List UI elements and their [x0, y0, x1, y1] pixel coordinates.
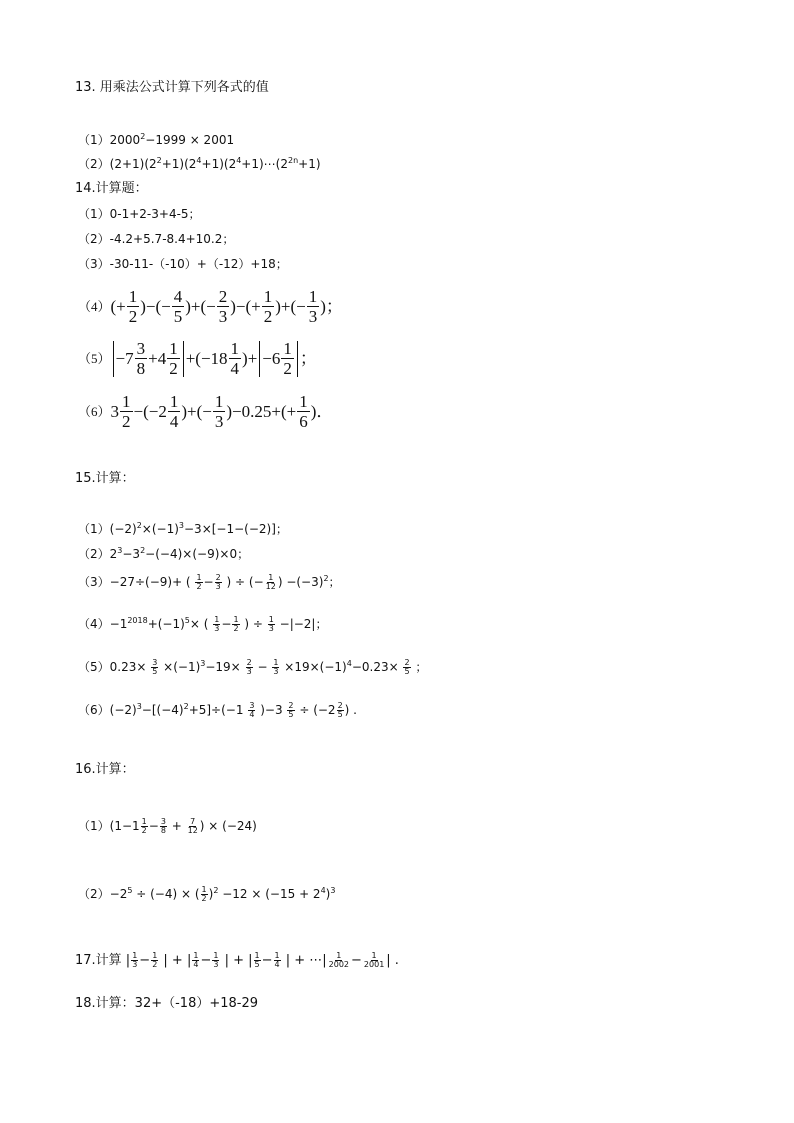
math-text: +5]÷(−1 — [188, 703, 248, 717]
fraction — [131, 952, 138, 969]
q15-title: 15.计算： — [75, 471, 135, 486]
math-text: 1 — [336, 951, 342, 960]
math-text: （6） — [78, 403, 111, 419]
math-text: 1 — [169, 339, 178, 358]
math-text: 3 — [214, 412, 224, 431]
fraction — [281, 339, 294, 378]
math-text: 4 — [230, 359, 240, 378]
fraction — [248, 702, 255, 719]
math-text: +1)(2 — [201, 157, 237, 171]
math-text: ÷ (−4) × ( — [132, 887, 200, 901]
math-text: )−(− — [140, 296, 171, 316]
math-text: (+ — [110, 296, 126, 316]
q16-title: 16.计算： — [75, 762, 135, 777]
fraction — [151, 952, 158, 969]
q16-part1 — [78, 818, 257, 835]
math-text: 1 — [268, 615, 274, 624]
math-text: 1 — [371, 951, 377, 960]
superscript: 2n — [287, 156, 299, 165]
q14-part2: （2）-4.2+5.7-8.4+10.2； — [78, 232, 235, 246]
fraction — [127, 287, 140, 326]
math-text: −[(−4) — [141, 703, 184, 717]
math-text: 1 — [193, 951, 199, 960]
math-text: 1 — [254, 951, 260, 960]
math-text: 5 — [404, 667, 410, 676]
q14-part3: （3）-30-11-（-10）+（-12）+18； — [78, 257, 288, 271]
math-text: 1 — [213, 951, 219, 960]
fraction — [151, 659, 158, 676]
math-text: 2001 — [363, 960, 385, 969]
q13-part2 — [78, 156, 321, 172]
math-text: 1 — [214, 392, 224, 411]
math-text: ×(−1) — [163, 660, 201, 674]
math-text: 3 — [132, 960, 138, 969]
math-text: （5） — [78, 350, 111, 366]
superscript: 4 — [196, 156, 202, 165]
fraction — [120, 392, 133, 431]
math-text: − — [221, 617, 232, 631]
q14-part6 — [78, 392, 333, 431]
math-text: （6）(−2) — [78, 703, 137, 717]
math-text: −0.23× — [351, 660, 403, 674]
math-text: − — [261, 953, 273, 968]
abs-bar — [297, 341, 298, 377]
math-text: 1 — [273, 658, 279, 667]
math-text: 1 — [132, 951, 138, 960]
math-text: 2 — [122, 412, 131, 431]
math-text: 2 — [128, 307, 138, 326]
math-text: 2 — [201, 894, 207, 903]
fraction — [167, 339, 180, 378]
fraction — [297, 392, 310, 431]
fraction — [195, 574, 202, 591]
q13-part1 — [78, 132, 234, 148]
math-text: 5 — [173, 307, 183, 326]
math-text: +(−1) — [147, 617, 185, 631]
superscript: 2 — [156, 156, 162, 165]
fraction — [262, 287, 275, 326]
math-text: （1）(−2) — [78, 522, 137, 536]
math-text: 3 — [215, 582, 221, 591]
math-text: 5 — [152, 667, 158, 676]
math-text: 3 — [308, 307, 318, 326]
math-text: | + | — [163, 953, 192, 968]
q17 — [75, 952, 399, 969]
q15-part3 — [78, 574, 341, 591]
math-text: （4）−1 — [78, 617, 128, 631]
abs-bar — [183, 341, 184, 377]
math-text: −(−2 — [133, 401, 167, 421]
q14-part5 — [78, 339, 317, 378]
fraction — [287, 702, 294, 719]
math-text: ÷ (−2 — [299, 703, 336, 717]
math-text: 4 — [274, 960, 280, 969]
math-text: − — [200, 953, 212, 968]
math-text: 2 — [404, 658, 410, 667]
fraction — [246, 659, 253, 676]
fraction — [254, 952, 261, 969]
superscript: 4 — [346, 659, 352, 668]
fraction — [201, 886, 208, 903]
math-text: 3 — [214, 624, 220, 633]
math-text: −6 — [262, 348, 281, 368]
math-text: 2002 — [328, 960, 350, 969]
math-text: 5 — [288, 710, 294, 719]
math-text: ) . — [344, 703, 357, 717]
math-text: − — [203, 575, 214, 589]
fraction — [172, 287, 185, 326]
math-text: )； — [320, 296, 343, 316]
math-text: )−0.25+(+ — [226, 401, 297, 421]
math-text: | . — [386, 953, 399, 968]
fraction — [337, 702, 344, 719]
fraction — [168, 392, 181, 431]
superscript: 2018 — [127, 616, 148, 625]
superscript: 2 — [140, 132, 146, 141]
abs-bar — [113, 341, 114, 377]
math-text: 3 — [110, 401, 120, 421]
abs-bar — [259, 341, 260, 377]
fraction — [217, 287, 230, 326]
math-text: 1 — [230, 339, 240, 358]
math-text: 4 — [169, 412, 179, 431]
fraction — [363, 952, 385, 969]
math-text: 2 — [218, 287, 228, 306]
math-text: −7 — [115, 348, 134, 368]
math-text: ； — [328, 575, 341, 589]
q15-part5 — [78, 659, 427, 676]
math-text: ) — [325, 887, 331, 901]
fraction — [160, 818, 167, 835]
math-text: +1)(2 — [161, 157, 197, 171]
math-text: ； — [299, 348, 317, 368]
math-text: )+ — [242, 348, 258, 368]
math-text: − — [148, 819, 159, 833]
fraction — [212, 952, 219, 969]
math-text: | + | — [224, 953, 253, 968]
math-text: 1 — [283, 339, 292, 358]
math-text: 4 — [249, 710, 255, 719]
math-text: −(−4)×(−9)×0； — [145, 547, 250, 561]
superscript: 4 — [320, 886, 326, 895]
math-text: 4 — [193, 960, 199, 969]
q15-part1 — [78, 521, 288, 537]
math-text: 3 — [136, 339, 146, 358]
math-text: 2 — [215, 573, 221, 582]
math-text: )−3 — [256, 703, 287, 717]
math-text: （2）(2+1)(2 — [78, 157, 157, 171]
fraction — [187, 818, 199, 835]
fraction — [213, 392, 226, 431]
math-text: 1 — [214, 615, 220, 624]
math-text: 2 — [169, 359, 178, 378]
math-text: − — [139, 953, 151, 968]
fraction — [272, 659, 279, 676]
math-text: 3 — [213, 960, 219, 969]
superscript: 2 — [323, 574, 329, 583]
math-text: 1 — [308, 287, 318, 306]
math-text: 8 — [136, 359, 146, 378]
fraction — [268, 616, 275, 633]
math-text: −3 — [122, 547, 141, 561]
math-text: 12 — [265, 582, 276, 591]
math-text: + — [171, 819, 186, 833]
fraction — [135, 339, 148, 378]
math-text: 3 — [218, 307, 228, 326]
math-text: )． — [310, 401, 334, 421]
math-text: 2 — [246, 658, 252, 667]
superscript: 5 — [127, 886, 133, 895]
q14-part4 — [78, 287, 343, 326]
math-text: ×(−1) — [141, 522, 179, 536]
superscript: 3 — [330, 886, 336, 895]
math-text: 1 — [169, 392, 179, 411]
fraction — [328, 952, 350, 969]
fraction — [307, 287, 320, 326]
math-text: −3×[−1−(−2)]； — [184, 522, 288, 536]
math-text: +4 — [148, 348, 167, 368]
math-text: )+(− — [275, 296, 306, 316]
fraction — [274, 952, 281, 969]
math-text: 3 — [249, 701, 255, 710]
math-text: 2 — [337, 701, 343, 710]
math-text: 3 — [273, 667, 279, 676]
math-text: 1 — [299, 392, 308, 411]
math-text: （2）−2 — [78, 887, 128, 901]
math-text: | + ⋯| — [285, 953, 327, 968]
math-text: ) ÷ (− — [226, 575, 264, 589]
math-text: 1 — [141, 817, 147, 826]
math-text: 5 — [337, 710, 343, 719]
math-text: 6 — [299, 412, 308, 431]
q15-part2 — [78, 546, 249, 562]
math-text: （5）0.23× — [78, 660, 151, 674]
math-text: 5 — [254, 960, 260, 969]
superscript: 2 — [213, 886, 219, 895]
math-text: （2）2 — [78, 547, 118, 561]
math-text: ) × (−24) — [199, 819, 257, 833]
fraction — [229, 339, 242, 378]
math-text: 2 — [283, 359, 292, 378]
math-text: × ( — [189, 617, 209, 631]
math-text: )+(− — [181, 401, 212, 421]
math-text: 2 — [233, 624, 239, 633]
math-text: 8 — [160, 826, 166, 835]
math-text: （4） — [78, 298, 111, 314]
math-text: 3 — [152, 658, 158, 667]
superscript: 2 — [140, 546, 146, 555]
math-text: 1 — [274, 951, 280, 960]
math-text: 12 — [187, 826, 198, 835]
q14-title: 14.计算题： — [75, 181, 148, 196]
math-text: （3）−27÷(−9)+ ( — [78, 575, 191, 589]
superscript: 3 — [200, 659, 206, 668]
math-text: −19× — [205, 660, 245, 674]
math-text: +1) — [298, 157, 321, 171]
math-text: − — [257, 660, 272, 674]
math-text: ) ÷ — [244, 617, 267, 631]
math-text: +(−18 — [185, 348, 228, 368]
math-text: 2 — [288, 701, 294, 710]
fraction — [232, 616, 239, 633]
math-text: 4 — [173, 287, 183, 306]
superscript: 3 — [178, 521, 184, 530]
math-text: （1）(1−1 — [78, 819, 140, 833]
math-text: 1 — [128, 287, 138, 306]
math-text: 1 — [122, 392, 131, 411]
math-text: ) −(−3) — [277, 575, 324, 589]
math-text: − — [351, 953, 362, 968]
math-text: 3 — [268, 624, 274, 633]
math-text: 1 — [152, 951, 158, 960]
math-text: 7 — [190, 817, 196, 826]
superscript: 2 — [136, 521, 142, 530]
q15-part6 — [78, 702, 357, 719]
fraction — [213, 616, 220, 633]
fraction — [403, 659, 410, 676]
math-text: 1 — [268, 573, 274, 582]
q15-part4 — [78, 616, 327, 633]
superscript: 3 — [136, 702, 142, 711]
math-text: 2 — [141, 826, 147, 835]
math-text: 2 — [196, 582, 202, 591]
math-text: 1 — [196, 573, 202, 582]
math-text: +1)⋯(2 — [241, 157, 288, 171]
math-text: 1 — [201, 885, 207, 894]
math-text: −12 × (−15 + 2 — [222, 887, 321, 901]
math-text: ； — [411, 660, 428, 674]
math-text: 1 — [263, 287, 273, 306]
math-text: 2 — [152, 960, 158, 969]
math-text: )−(+ — [230, 296, 261, 316]
fraction — [141, 818, 148, 835]
math-text: )+(− — [185, 296, 216, 316]
q16-part2 — [78, 886, 335, 903]
math-text: 3 — [246, 667, 252, 676]
math-text: 1 — [233, 615, 239, 624]
q14-part1: （1）0-1+2-3+4-5； — [78, 207, 201, 221]
superscript: 5 — [184, 616, 190, 625]
math-text: 3 — [160, 817, 166, 826]
math-text: −1999 × 2001 — [145, 133, 235, 147]
math-text: ×19×(−1) — [284, 660, 347, 674]
q18: 18.计算：32+（-18）+18-29 — [75, 996, 259, 1011]
math-text: （1）2000 — [78, 133, 141, 147]
math-text: ) — [208, 887, 214, 901]
q13-title: 13. 用乘法公式计算下列各式的值 — [75, 80, 269, 95]
fraction — [265, 574, 277, 591]
superscript: 3 — [117, 546, 123, 555]
superscript: 2 — [183, 702, 189, 711]
math-text: 2 — [263, 307, 273, 326]
math-text: −|−2|； — [275, 617, 328, 631]
superscript: 4 — [236, 156, 242, 165]
fraction — [192, 952, 199, 969]
fraction — [215, 574, 222, 591]
math-text: 17.计算 | — [75, 953, 131, 968]
